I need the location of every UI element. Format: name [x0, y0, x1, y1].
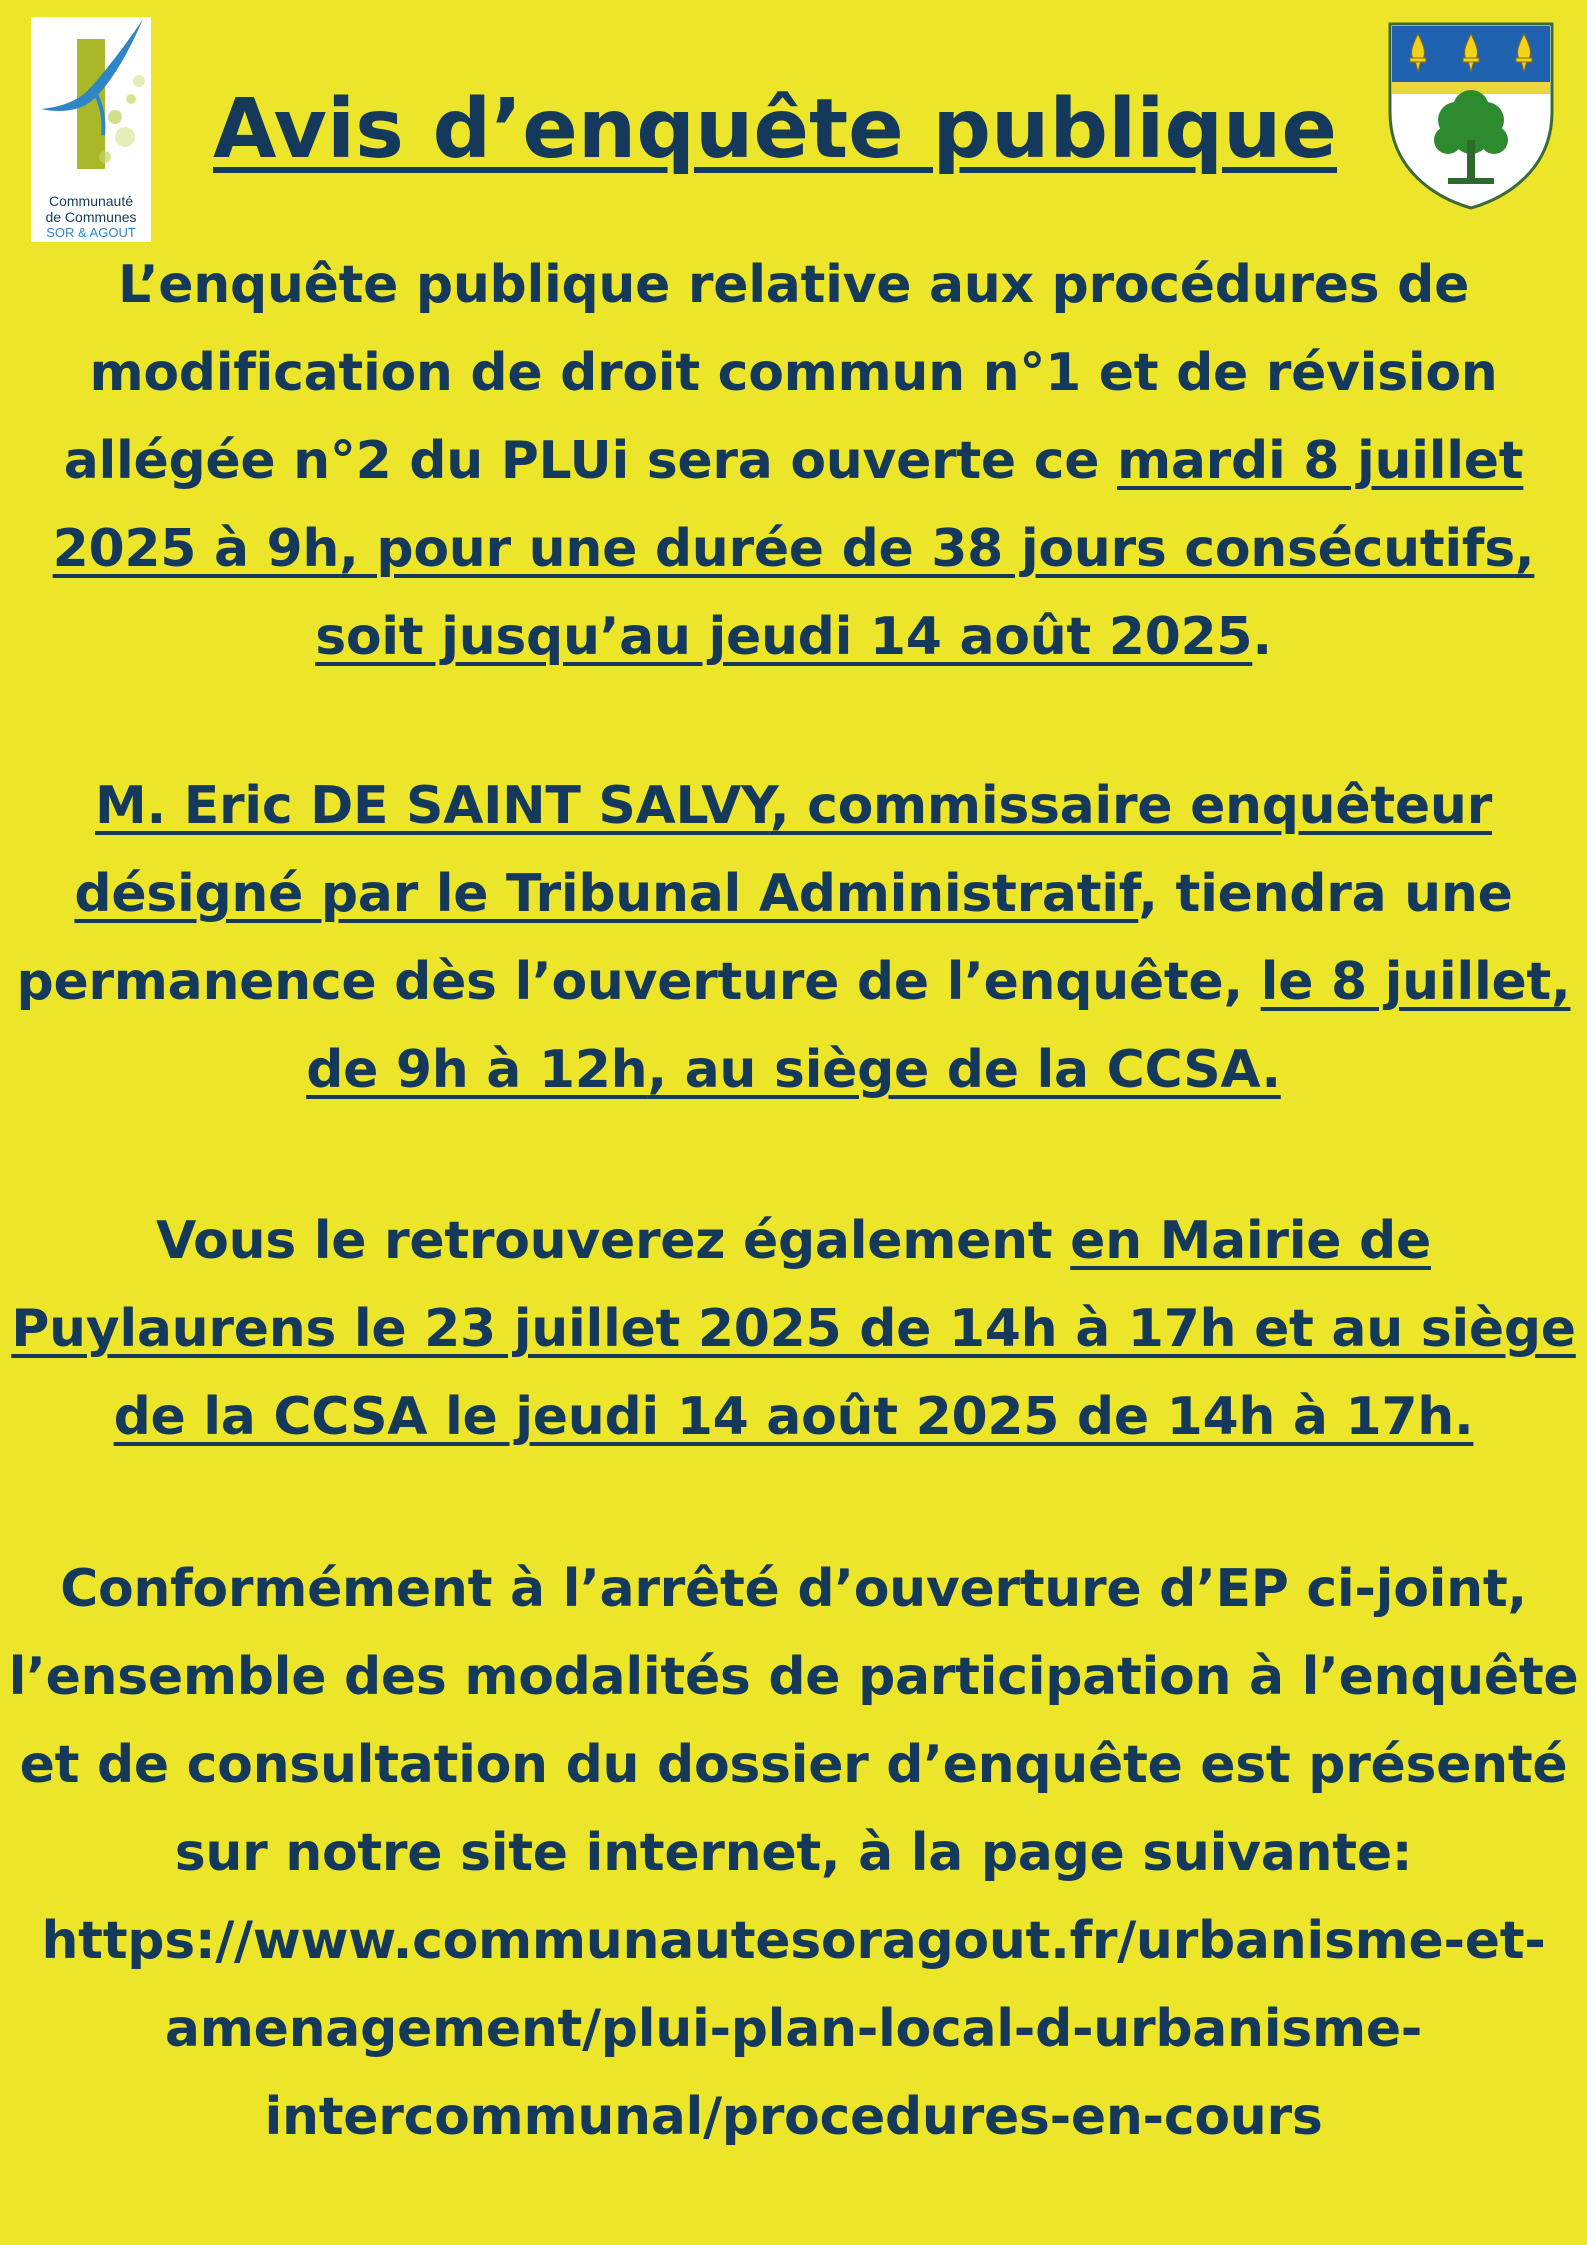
logo-text-line1: Communauté [48, 193, 134, 209]
p2-text-b: , commissaire enquêteur désigné par le Tribunal Administratif [74, 776, 1492, 924]
p1-text-d: , soit jusqu’au jeudi 14 août 2025 [315, 519, 1535, 667]
p3-text-a: Vous le retrouverez également [156, 1211, 1071, 1271]
logo-text-line3: SOR & AGOUT [46, 225, 136, 240]
paragraph-modalites [0, 1545, 1587, 2161]
p4-text-a: Conformément à l’arrêté d’ouverture d’EP ci-joint, l’ensemble des modalités de participation à l’enquête et de consultation du dossier d’enquête est présenté sur notre site internet, à la page suivante: https://www.communautesoragout.fr/urbanisme-et-amenagement/plui-plan-local-d-urbanisme-intercommunal/procedures-en-cours [8, 1559, 1579, 2147]
p2-text-d: le 8 juillet [1260, 952, 1551, 1012]
page-title [195, 80, 1355, 180]
paragraph-permanences [0, 1197, 1587, 1461]
heron-icon [39, 17, 151, 177]
p1-text-c: , pour une durée de 38 jours consécutifs [339, 519, 1515, 579]
p2-text-c: , tiendra une permanence dès l’ouverture de l’enquête, [16, 864, 1513, 1012]
communaute-logo [31, 17, 151, 242]
p2-text-f: , au siège de la CCSA. [647, 1040, 1281, 1100]
p2-text-e: , de 9h à 12h [306, 952, 1571, 1100]
logo-text-line2: de Communes [45, 209, 137, 225]
p1-text-b: mardi 8 juillet 2025 à 9h [52, 431, 1524, 579]
coat-of-arms-icon [1386, 20, 1556, 210]
p1-text-e: . [1252, 607, 1272, 667]
paragraph-enquete-dates [0, 241, 1587, 681]
p1-text-a: L’enquête publique relative aux procédures de modification de droit commun n°1 et de révision allégée n°2 du PLUi sera ouverte ce [63, 255, 1498, 491]
p2-text-a: M. Eric DE SAINT SALVY [95, 776, 770, 836]
p3-text-b: en Mairie de Puylaurens le 23 juillet 2025 de 14h à 17h et au siège de la CCSA le jeudi 14 août 2025 de 14h à 17h. [11, 1211, 1576, 1447]
page-title-text: Avis d’enquête publique [212, 82, 1338, 177]
paragraph-commissaire [0, 762, 1587, 1114]
